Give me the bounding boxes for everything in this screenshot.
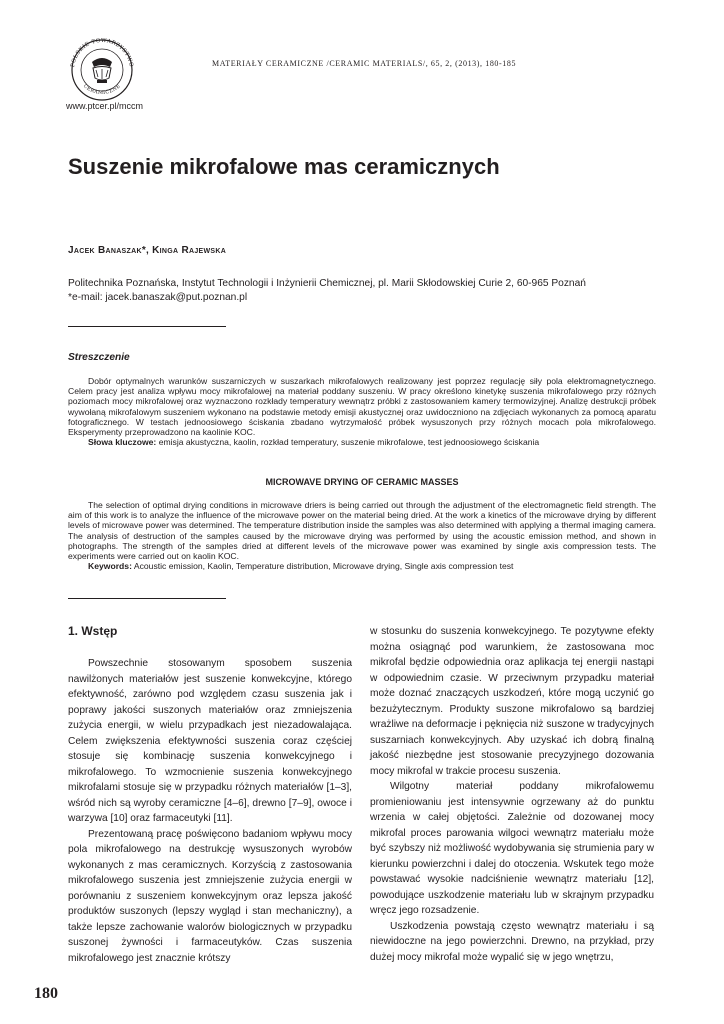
divider-bottom [68,598,226,599]
society-logo [62,34,142,102]
body-paragraph: Prezentowaną pracę poświęcono badaniom wpływu mocy pola mikrofalowego na destrukcję wysuszonych wyrobów wykonanych z mas ceramicznych. Korzyścią z zastosowania mikrofalowego suszenia jest zmniejszenie zużycia energii w porównaniu z suszeniem konwekcyjnym oraz lepsza jakość produktów suszonych (lepszy wygląd i stan mechaniczny), a także lepsze zachowanie walorów biologicznych w przypadku suszonej żywności i farmaceutyków. Czas suszenia mikrofalowego jest znacznie krótszy [68,828,352,964]
abstract-heading: Streszczenie [68,352,130,363]
body-column-left [68,656,352,966]
keywords-english [68,561,656,571]
keywords-english-label: Keywords: [88,561,132,572]
article-authors [68,245,226,256]
journal-url[interactable]: www.ptcer.pl/mccm [66,101,144,111]
affiliation-block [68,277,658,305]
keywords-polish [68,437,656,447]
abstract-english [68,500,656,571]
body-paragraph: w stosunku do suszenia konwekcyjnego. Te pozytywne efekty można osiągnąć pod warunkiem, że zastosowana moc mikrofal będzie odpowiednia oraz aplikacja tej energii nastąpi w odpowiednim czasie. W przeciwnym przypadku materiał może doznać znaczących uszkodzeń, które mogą uczynić go bezużytecznym. Produkty suszone mikrofalowo są bardziej wrażliwe na deformacje i pęknięcia niż suszone w tradycyjnych suszarniach konwekcyjnych. Aby uzyskać ich dobrą finalną jakość niezbędne jest stosowanie precyzyjnego dozowania mocy mikrofal w trakcie procesu suszenia. [370,626,654,777]
section-heading: 1. Wstęp [68,624,118,638]
logo-text-top: POLSKIE TOWARZYSTWO [70,37,134,68]
page-number: 180 [34,985,58,1002]
affiliation: Politechnika Poznańska, Instytut Technologii i Inżynierii Chemicznej, pl. Marii Skłodowskiej Curie 2, 60-965 Poznań [68,278,586,289]
svg-text:CERAMICZNE [82,83,122,96]
abstract-polish-text: Dobór optymalnych warunków suszarniczych w suszarkach mikrofalowych realizowany jest poprzez regulację siły pola elektromagnetycznego. Celem pracy jest analiza wpływu mocy mikrofalowej na materiał poddany suszeniu. W pracy określono kinetykę suszenia mikrofalowego przy różnych poziomach mocy mikrofalowej oraz wyznaczono rozkłady temperatury wewnątrz próbki z zastosowaniem kamery termowizyjnej. Analizę destrukcji próbek wywołaną mikrofalowym suszeniem wykonano na podstawie metody emisji akustycznej oraz uwidoczniono na zdjęciach wykonanych za pomocą aparatu fotograficznego. W testach jednoosiowego ściskania zbadano wytrzymałość próbek wysuszonych przy różnych mocach pola mikrofalowego. Eksperymenty przeprowadzono na kaolinie KOC. [68,376,656,438]
article-title: Suszenie mikrofalowe mas ceramicznych [68,154,500,179]
keywords-polish-label: Słowa kluczowe: [88,437,157,448]
abstract-polish [68,376,656,447]
keywords-polish-list: emisja akustyczna, kaolin, rozkład temperatury, suszenie mikrofalowe, test jednoosiowego ściskania [158,437,540,448]
body-paragraph: Wilgotny materiał poddany mikrofalowemu promieniowaniu jest intensywnie ogrzewany aż do punktu wrzenia w całej objętości. Zależnie od dozowanej mocy mikrofal proces parowania wilgoci wewnątrz materiału może być szybszy niż możliwość wydobywania się strumienia pary w kierunku powierzchni i dalej do otoczenia. Wskutek tego może powstawać wysokie nadciśnienie wewnątrz materiału [12], powodujące uszkodzenie materiału lub w skrajnym przypadku wręcz jego rozsadzenie. [370,781,654,916]
english-title: MICROWAVE DRYING OF CERAMIC MASSES [265,477,459,487]
abstract-english-text: The selection of optimal drying conditions in microwave driers is being carried out through the adjustment of the electromagnetic field strength. The aim of this work is to analyze the influence of the microwave power on the material being dried. At the work a kinetics of the microwave drying by different levels of microwave power was determined. The temperature distribution inside the samples was also determined with applying a thermal imaging camera. The analysis of destruction of the samples caused by the microwave drying was performed by using the acoustic emission method, and shown in photographs. The strength of the samples dried at different levels of the microwave power was examined by single axis compression tests. The experiments were carried out on kaolin KOC. [68,500,656,562]
body-column-right [370,624,654,965]
keywords-english-list: Acoustic emission, Kaolin, Temperature distribution, Microwave drying, Single axis compression test [133,561,514,572]
body-paragraph: Powszechnie stosowanym sposobem suszenia nawilżonych materiałów jest suszenie konwekcyjne, którego efektywność, zarówno pod względem czasu suszenia jak i poprawy jakości suszonych materiałów oraz zmniejszenia zużycia energii, w wielu przypadkach jest niezadowalająca. Celem zwiększenia efektywności suszenia coraz częściej stosuje się kombinację suszenia konwekcyjnego i mikrofalowego. To wzmocnienie suszenia konwekcyjnego mikrofalami stosuje się w przypadku różnych materiałów [1–3], wśród nich są wyroby ceramiczne [4–6], drewno [7–9], owoce i warzywa [10] oraz farmaceutyki [11]. [68,658,352,824]
authors-text: Jacek Banaszak*, Kinga Rajewska [68,245,227,256]
corresponding-email: *e-mail: jacek.banaszak@put.poznan.pl [68,291,248,303]
body-paragraph: Uszkodzenia powstają często wewnątrz materiału i są niewidoczne na jego powierzchni. Drewno, na przykład, przy dużej mocy mikrofal może wypalić się w jego wnętrzu, [370,920,654,963]
divider-top [68,326,226,327]
logo-text-bottom: CERAMICZNE [81,83,123,97]
journal-citation: MATERIAŁY CERAMICZNE /CERAMIC MATERIALS/, 65, 2, (2013), 180-185 [212,59,517,68]
society-seal-icon [62,34,142,102]
